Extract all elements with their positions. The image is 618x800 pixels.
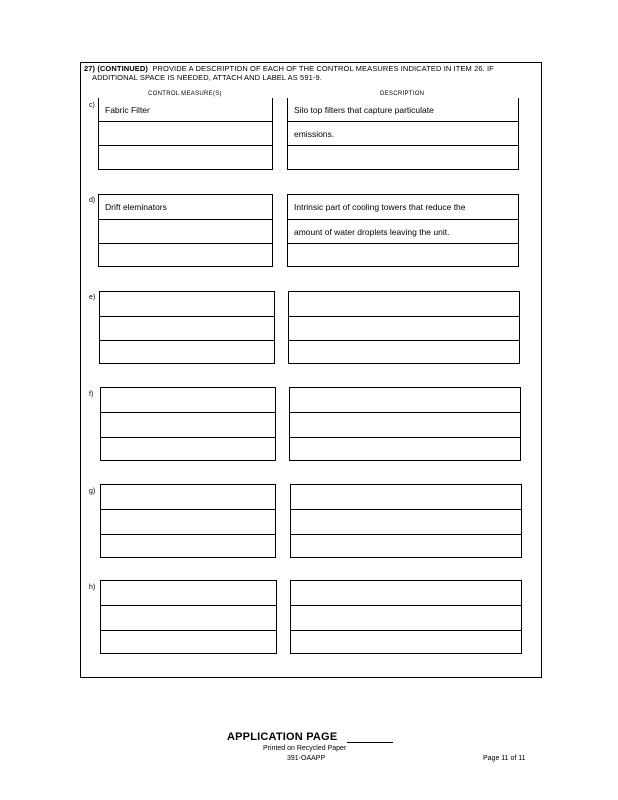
entry-f-description-field[interactable] — [289, 387, 521, 461]
page-number: Page 11 of 11 — [483, 755, 526, 762]
application-page-number-blank[interactable] — [347, 742, 393, 743]
entry-d-description-line-2: amount of water droplets leaving the unit. — [294, 227, 450, 237]
entry-e-description-field[interactable] — [288, 291, 520, 364]
entry-d-letter: d) — [89, 197, 96, 204]
entry-f-letter: f) — [89, 391, 94, 398]
recycled-paper-note: Printed on Recycled Paper — [263, 745, 347, 752]
entry-c-description-line-1: Silo top filters that capture particulate — [294, 105, 434, 115]
entry-c-description-field[interactable] — [287, 98, 519, 170]
application-page-title: APPLICATION PAGE — [227, 731, 338, 743]
entry-c-measure-text: Fabric Filter — [105, 105, 150, 115]
entry-g-description-field[interactable] — [290, 484, 522, 558]
item-27-label: 27) (CONTINUED) — [84, 64, 149, 73]
entry-g-letter: g) — [89, 488, 96, 495]
description-column-header: DESCRIPTION — [380, 91, 425, 97]
instruction-line-1: PROVIDE A DESCRIPTION OF EACH OF THE CONTROL MEASURES INDICATED IN ITEM 26. IF — [152, 64, 494, 73]
instruction-line-2: ADDITIONAL SPACE IS NEEDED, ATTACH AND LABEL AS 591-9. — [92, 73, 322, 82]
entry-c-letter: c) — [89, 102, 95, 109]
item-27-instructions — [84, 64, 524, 82]
entry-g-measure-field[interactable] — [100, 484, 276, 558]
entry-h-measure-field[interactable] — [100, 580, 277, 654]
entry-f-measure-field[interactable] — [100, 387, 276, 461]
entry-h-letter: h) — [89, 584, 96, 591]
entry-h-description-field[interactable] — [290, 580, 522, 654]
entry-d-measure-text: Drift eleminators — [105, 202, 167, 212]
form-code: 391-OAAPP — [287, 755, 326, 762]
entry-d-measure-field[interactable] — [98, 194, 273, 267]
entry-c-measure-field[interactable] — [98, 98, 273, 170]
entry-d-description-line-1: Intrinsic part of cooling towers that reduce the — [294, 202, 466, 212]
entry-d-description-field[interactable] — [287, 194, 519, 267]
entry-c-description-line-2: emissions. — [294, 129, 335, 139]
entry-e-letter: e) — [89, 294, 96, 301]
entry-e-measure-field[interactable] — [99, 291, 275, 364]
control-measure-column-header: CONTROL MEASURE(S) — [148, 91, 222, 97]
